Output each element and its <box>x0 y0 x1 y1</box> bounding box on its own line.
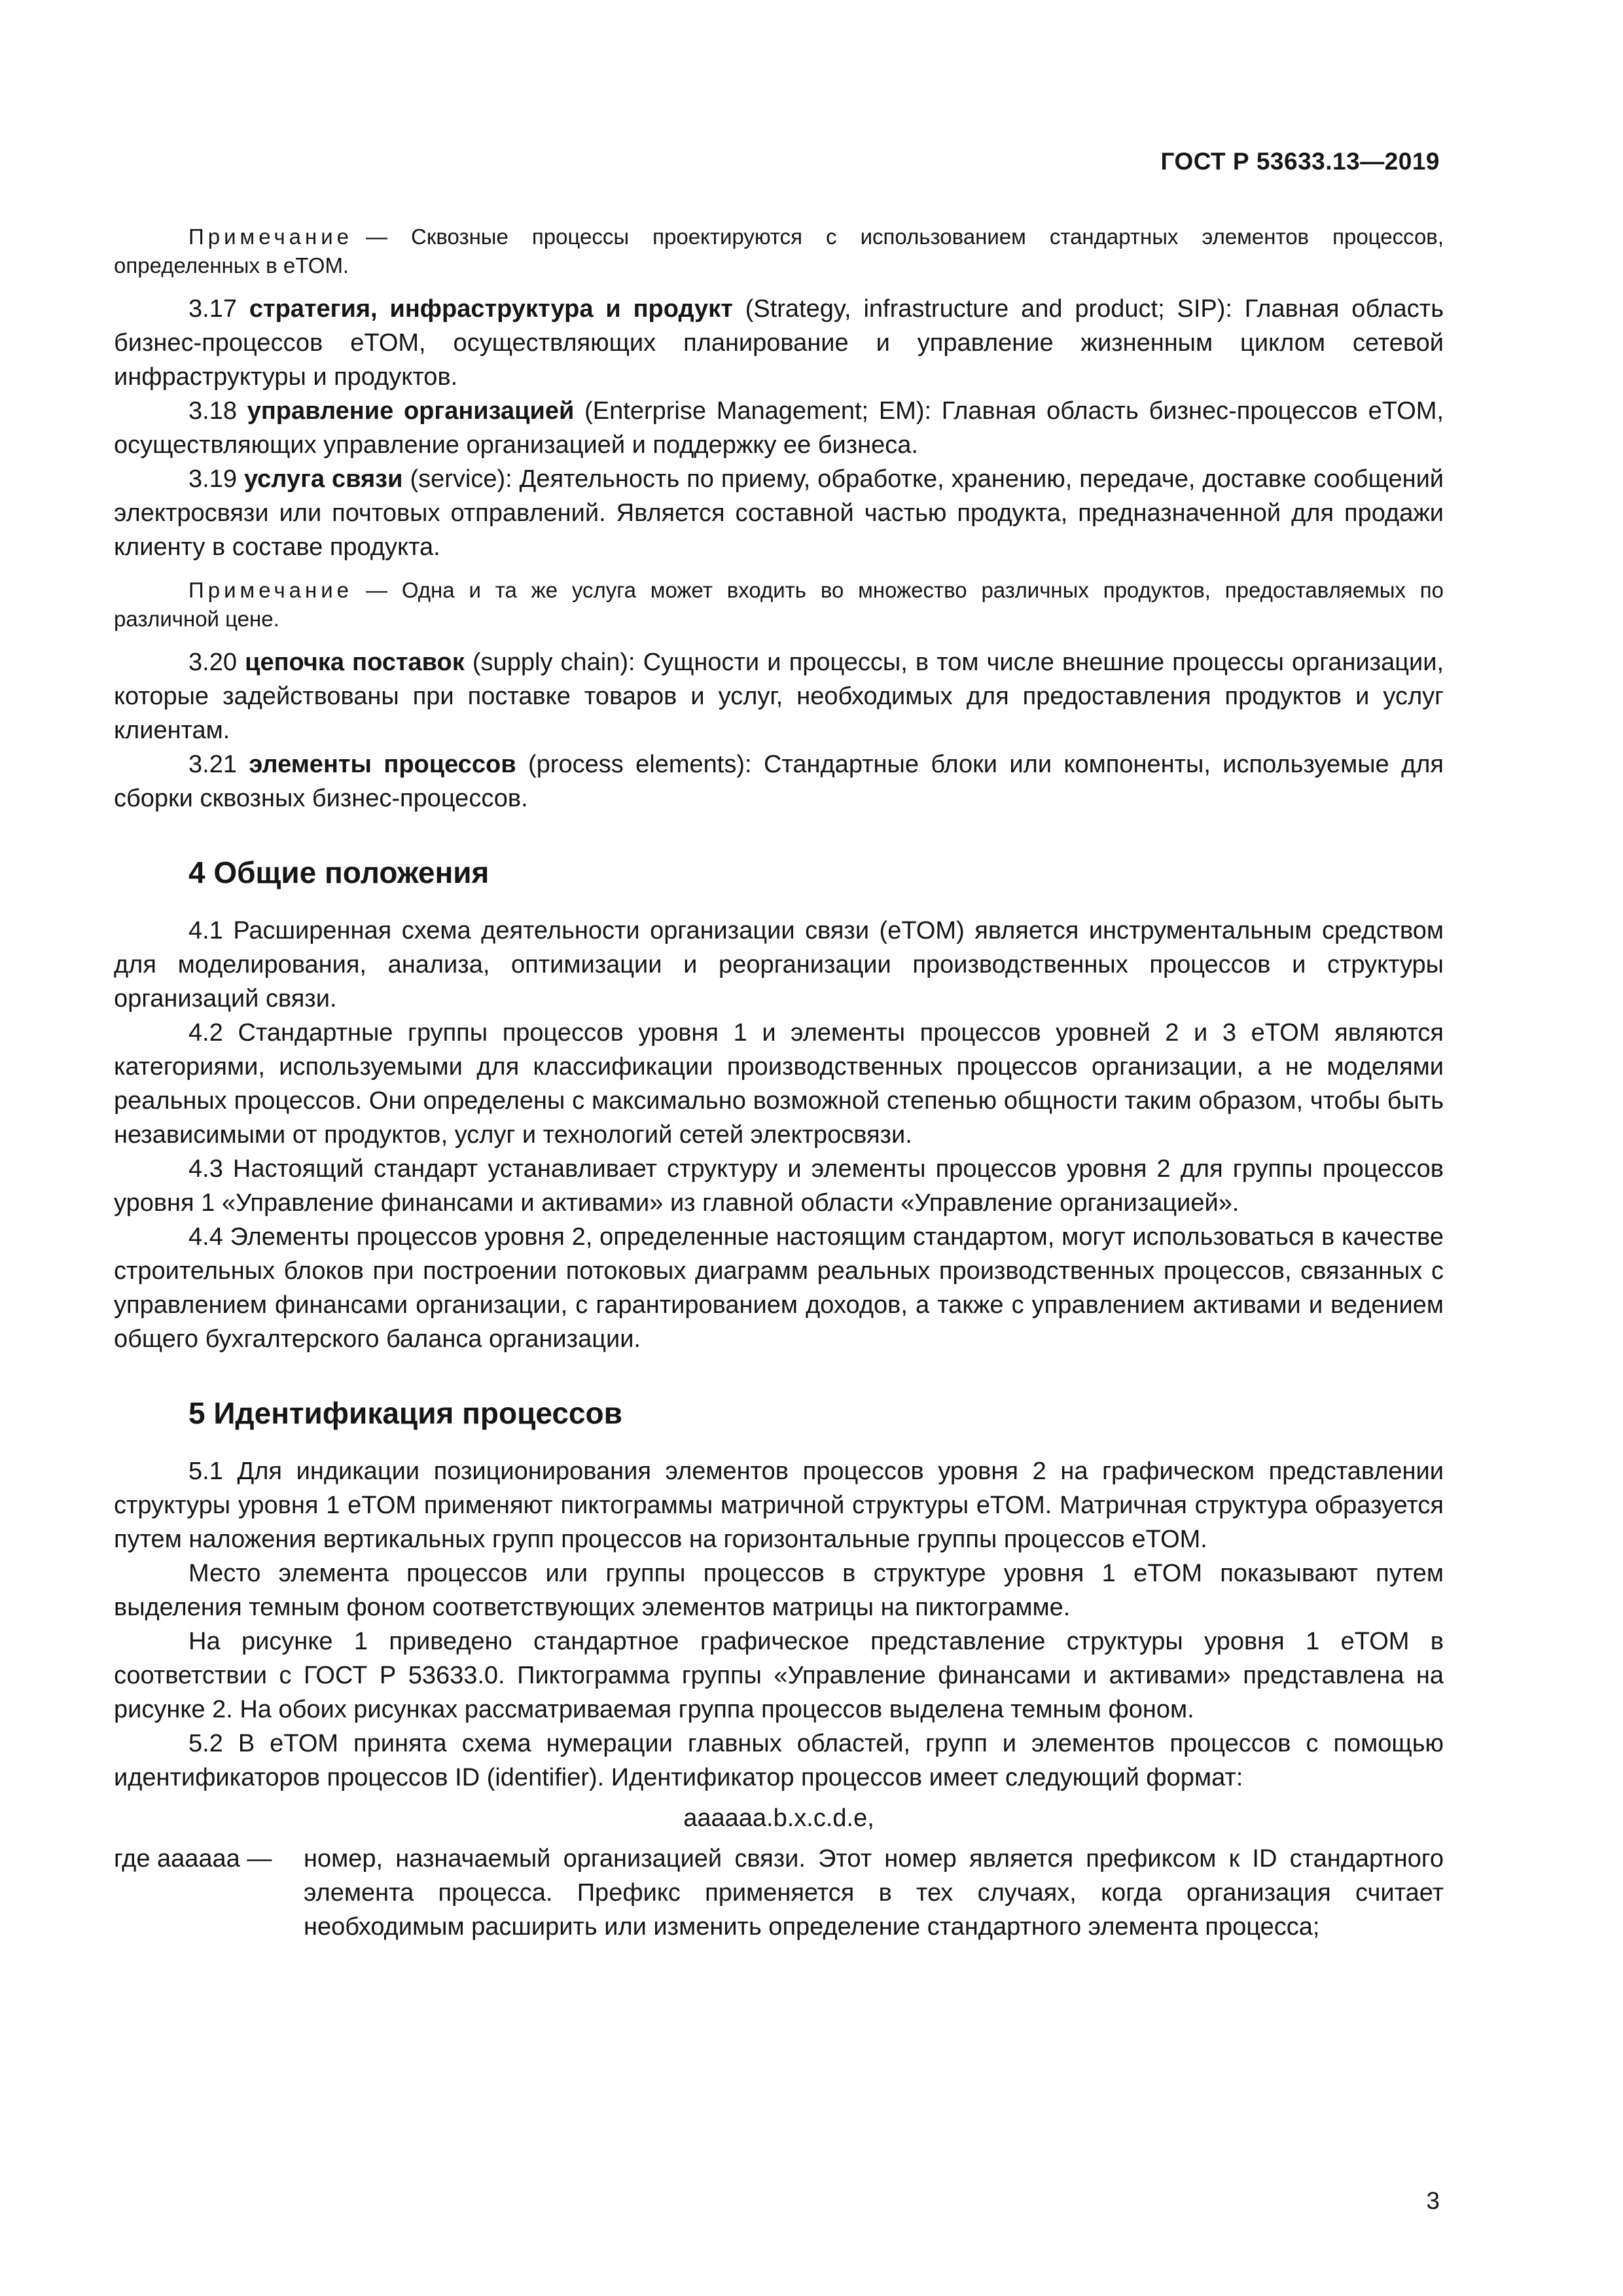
term-number: 3.21 <box>188 751 237 778</box>
note-1 <box>114 223 1444 280</box>
paragraph-5-1: 5.1 Для индикации позиционирования элементов процессов уровня 2 на графическом представлении структуры уровня 1 eTOM применяют пиктограммы матричной структуры eTOM. Матричная структура образуется путем наложения вертикальных групп процессов на горизонтальные группы процессов eTOM. <box>114 1458 1444 1553</box>
paragraph-4-2: 4.2 Стандартные группы процессов уровня 1 и элементы процессов уровней 2 и 3 eTOM являются категориями, используемыми для классификации производственных процессов организации, а не моделями реальных процессов. Они определены с максимально возможной степенью общности таким образом, чтобы быть независимыми от продуктов, услуг и технологий сетей электросвязи. <box>114 1019 1444 1149</box>
note-label: Примечание <box>188 224 353 249</box>
term-3-17 <box>114 292 1444 394</box>
term-3-20 <box>114 645 1444 747</box>
term-definition: (service): Деятельность по приему, обработке, хранению, передаче, доставке сообщений электросвязи или почтовых отправлений. Является составной частью продукта, предназначенной для продажи клиенту в составе продукта. <box>114 465 1444 561</box>
section-5-heading: 5 Идентификация процессов <box>188 1396 622 1430</box>
where-clause <box>114 1842 1444 1944</box>
note-label: Примечание <box>188 578 353 602</box>
where-definition: номер, назначаемый организацией связи. Этот номер является префиксом к ID стандартного элемента процесса. Префикс применяется в тех случаях, когда организация считает необходимым расширить или изменить определение стандартного элемента процесса; <box>304 1845 1444 1941</box>
note-2 <box>114 576 1444 634</box>
term-name: цепочка поставок <box>245 649 465 676</box>
term-3-19 <box>114 462 1444 564</box>
where-term: где aaaaaa — <box>114 1845 272 1873</box>
paragraph-4-3: 4.3 Настоящий стандарт устанавливает структуру и элементы процессов уровня 2 для группы процессов уровня 1 «Управление финансами и активами» из главной области «Управление организацией». <box>114 1155 1444 1217</box>
section-4-heading: 4 Общие положения <box>188 855 490 889</box>
standard-header: ГОСТ Р 53633.13—2019 <box>1160 148 1440 175</box>
term-name: стратегия, инфраструктура и продукт <box>249 295 733 323</box>
term-3-18 <box>114 394 1444 462</box>
term-number: 3.17 <box>188 295 237 323</box>
paragraph-5-1-c: На рисунке 1 приведено стандартное графическое представление структуры уровня 1 eTOM в соответствии с ГОСТ Р 53633.0. Пиктограмма группы «Управление финансами и активами» представлена на рисунке 2. На обоих рисунках рассматриваемая группа процессов выделена темным фоном. <box>114 1628 1444 1723</box>
term-name: услуга связи <box>243 465 403 493</box>
term-definition: (process elements): Стандартные блоки или компоненты, используемые для сборки сквозных бизнес-процессов. <box>114 751 1444 812</box>
term-definition: (Strategy, infrastructure and product; SIP): Главная область бизнес-процессов eTOM, осуществляющих планирование и управление жизненным циклом сетевой инфраструктуры и продуктов. <box>114 295 1444 391</box>
term-number: 3.19 <box>188 465 237 493</box>
note-text: — Сквозные процессы проектируются с использованием стандартных элементов процессов, определенных в eTOM. <box>114 224 1444 278</box>
term-definition: (Enterprise Management; EM): Главная область бизнес-процессов eTOM, осуществляющих управление организацией и поддержку ее бизнеса. <box>114 397 1444 459</box>
note-text: — Одна и та же услуга может входить во множество различных продуктов, предоставляемых по различной цене. <box>114 578 1444 631</box>
term-3-21 <box>114 747 1444 816</box>
paragraph-4-4: 4.4 Элементы процессов уровня 2, определенные настоящим стандартом, могут использоваться в качестве строительных блоков при построении потоковых диаграмм реальных производственных процессов, связанных с управлением финансами организации, с гарантированием доходов, а также с управлением активами и ведением общего бухгалтерского баланса организации. <box>114 1223 1444 1353</box>
paragraph-4-1: 4.1 Расширенная схема деятельности организации связи (eTOM) является инструментальным средством для моделирования, анализа, оптимизации и реорганизации производственных процессов и структуры организаций связи. <box>114 917 1444 1013</box>
page-content <box>114 223 1444 1944</box>
term-name: управление организацией <box>247 397 575 425</box>
term-number: 3.18 <box>188 397 237 425</box>
term-name: элементы процессов <box>249 751 516 778</box>
term-number: 3.20 <box>188 649 237 676</box>
id-format-formula: aaaaaa.b.x.c.d.e, <box>683 1804 874 1832</box>
term-definition: (supply chain): Сущности и процессы, в том числе внешние процессы организации, которые задействованы при поставке товаров и услуг, необходимых для предоставления продуктов и услуг клиентам. <box>114 649 1444 744</box>
paragraph-5-1-b: Место элемента процессов или группы процессов в структуре уровня 1 eTOM показывают путем выделения темным фоном соответствующих элементов матрицы на пиктограмме. <box>114 1560 1444 1621</box>
page-number: 3 <box>1426 2187 1440 2214</box>
paragraph-5-2: 5.2 В eTOM принята схема нумерации главных областей, групп и элементов процессов с помощью идентификаторов процессов ID (identifier). Идентификатор процессов имеет следующий формат: <box>114 1730 1444 1791</box>
